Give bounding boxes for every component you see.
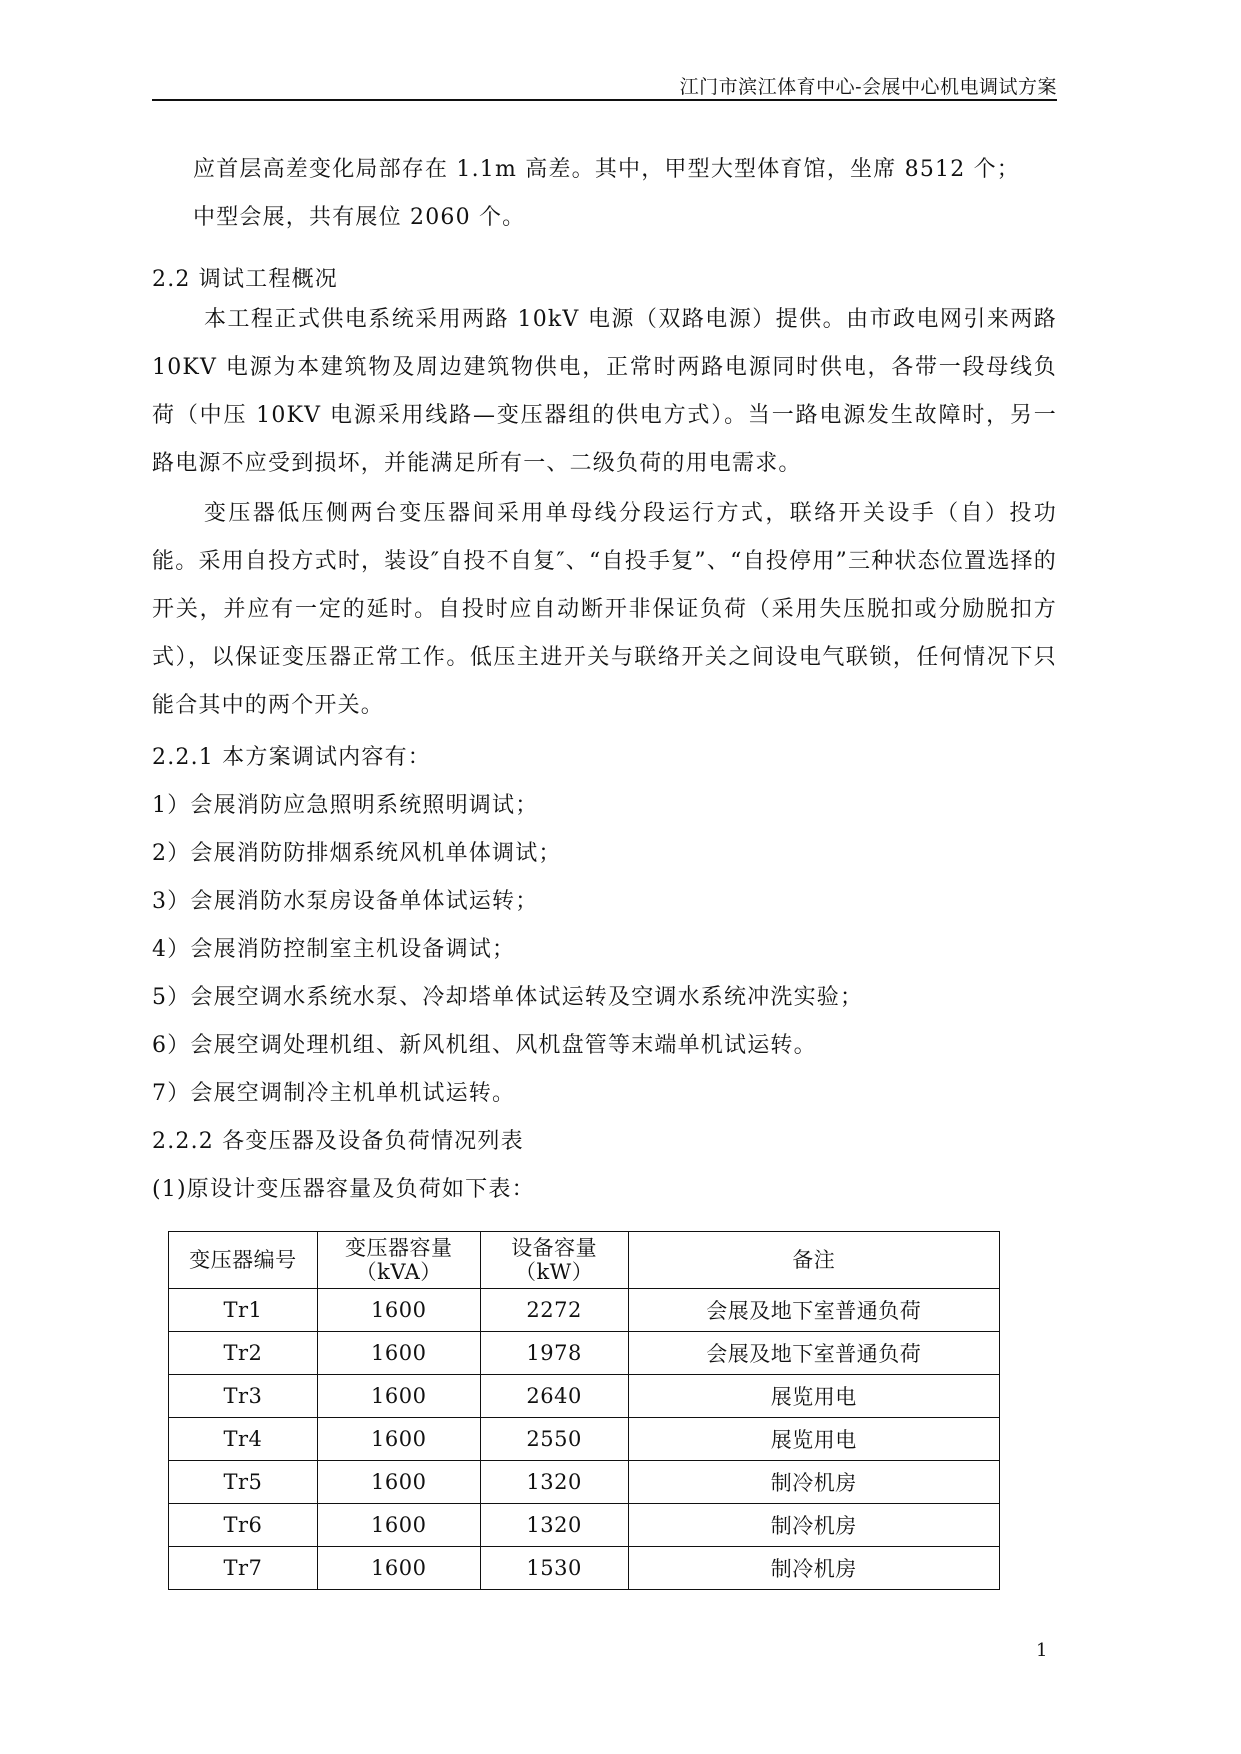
cell-equipment-capacity: 1978	[480, 1332, 628, 1375]
cell-remarks: 制冷机房	[628, 1461, 999, 1504]
intro-line-1: 应首层高差变化局部存在 1.1m 高差。其中，甲型大型体育馆，坐席 8512 个；	[193, 157, 1021, 182]
list-item: 2）会展消防防排烟系统风机单体调试；	[152, 841, 562, 866]
cell-transformer-capacity: 1600	[317, 1375, 480, 1418]
cell-transformer-id: Tr7	[169, 1547, 318, 1590]
header-equipment-capacity-label: 设备容量	[511, 1236, 598, 1260]
cell-transformer-capacity: 1600	[317, 1504, 480, 1547]
cell-transformer-id: Tr3	[169, 1375, 318, 1418]
table-header-row	[169, 1232, 1000, 1289]
header-transformer-capacity-unit: （kVA）	[355, 1260, 442, 1284]
header-transformer-id: 变压器编号	[169, 1232, 318, 1289]
cell-remarks: 会展及地下室普通负荷	[628, 1289, 999, 1332]
list-item: 5）会展空调水系统水泵、冷却塔单体试运转及空调水系统冲洗实验；	[152, 985, 864, 1010]
table-row	[169, 1332, 1000, 1375]
cell-transformer-capacity: 1600	[317, 1289, 480, 1332]
cell-equipment-capacity: 2640	[480, 1375, 628, 1418]
cell-transformer-id: Tr2	[169, 1332, 318, 1375]
list-item: 1）会展消防应急照明系统照明调试；	[152, 793, 539, 818]
table-caption: (1)原设计变压器容量及负荷如下表：	[152, 1177, 535, 1202]
table-row	[169, 1375, 1000, 1418]
table-row	[169, 1289, 1000, 1332]
list-item: 7）会展空调制冷主机单机试运转。	[152, 1081, 516, 1106]
cell-remarks: 会展及地下室普通负荷	[628, 1332, 999, 1375]
cell-transformer-id: Tr5	[169, 1461, 318, 1504]
header-rule	[152, 99, 1057, 101]
header-equipment-capacity	[480, 1232, 628, 1289]
list-item: 6）会展空调处理机组、新风机组、风机盘管等末端单机试运转。	[152, 1033, 817, 1058]
cell-transformer-capacity: 1600	[317, 1461, 480, 1504]
section-2-2-heading: 2.2 调试工程概况	[152, 267, 338, 292]
cell-transformer-capacity: 1600	[317, 1547, 480, 1590]
table-row	[169, 1547, 1000, 1590]
paragraph-power-supply: 本工程正式供电系统采用两路 10kV 电源（双路电源）提供。由市政电网引来两路 10KV 电源为本建筑物及周边建筑物供电，正常时两路电源同时供电，各带一段母线负荷（中压 10KV 电源采用线路—变压器组的供电方式）。当一路电源发生故障时，另一路电源不应受到损坏，并能满足所有一、二级负荷的用电需求。	[152, 307, 1057, 476]
table-row	[169, 1461, 1000, 1504]
cell-remarks: 展览用电	[628, 1418, 999, 1461]
page-header-title: 江门市滨江体育中心-会展中心机电调试方案	[679, 76, 1057, 98]
cell-transformer-id: Tr4	[169, 1418, 318, 1461]
cell-transformer-capacity: 1600	[317, 1332, 480, 1375]
intro-line-2: 中型会展，共有展位 2060 个。	[193, 205, 526, 230]
header-equipment-capacity-unit: （kW）	[514, 1260, 594, 1284]
cell-remarks: 展览用电	[628, 1375, 999, 1418]
cell-transformer-id: Tr1	[169, 1289, 318, 1332]
cell-equipment-capacity: 2550	[480, 1418, 628, 1461]
table-row	[169, 1418, 1000, 1461]
paragraph-transformer-switching: 变压器低压侧两台变压器间采用单母线分段运行方式，联络开关设手（自）投功能。采用自投方式时，装设″自投不自复″、“自投手复”、“自投停用”三种状态位置选择的开关，并应有一定的延时。自投时应自动断开非保证负荷（采用失压脱扣或分励脱扣方式），以保证变压器正常工作。低压主进开关与联络开关之间设电气联锁，任何情况下只能合其中的两个开关。	[152, 501, 1057, 718]
header-transformer-capacity-label: 变压器容量	[344, 1236, 453, 1260]
cell-remarks: 制冷机房	[628, 1504, 999, 1547]
cell-remarks: 制冷机房	[628, 1547, 999, 1590]
page-number: 1	[1036, 1640, 1048, 1661]
cell-equipment-capacity: 1320	[480, 1504, 628, 1547]
header-transformer-capacity	[317, 1232, 480, 1289]
section-2-2-1-heading: 2.2.1 本方案调试内容有：	[152, 745, 431, 770]
list-item: 3）会展消防水泵房设备单体试运转；	[152, 889, 539, 914]
cell-equipment-capacity: 2272	[480, 1289, 628, 1332]
transformer-load-table	[168, 1231, 1000, 1590]
table-row	[169, 1504, 1000, 1547]
cell-transformer-id: Tr6	[169, 1504, 318, 1547]
cell-transformer-capacity: 1600	[317, 1418, 480, 1461]
list-item: 4）会展消防控制室主机设备调试；	[152, 937, 516, 962]
section-2-2-2-heading: 2.2.2 各变压器及设备负荷情况列表	[152, 1129, 524, 1154]
header-remarks: 备注	[628, 1232, 999, 1289]
cell-equipment-capacity: 1530	[480, 1547, 628, 1590]
cell-equipment-capacity: 1320	[480, 1461, 628, 1504]
